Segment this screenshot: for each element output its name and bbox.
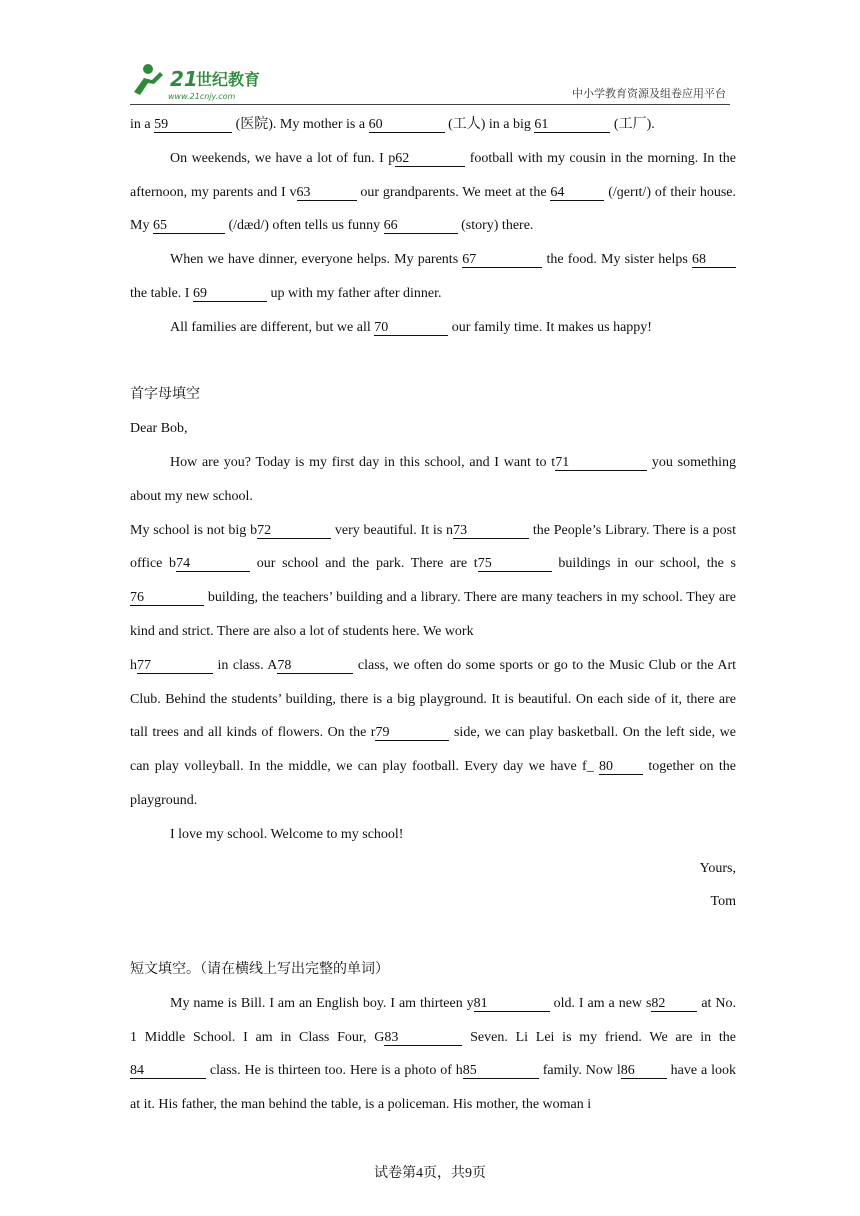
paragraph: When we have dinner, everyone helps. My parents 67 the food. My sister helps 68 the table. I 69 up with my father after dinner. — [130, 243, 736, 311]
paragraph: h77 in class. A78 class, we often do some sports or go to the Music Club or the Art Club. Behind the students’ building, there is a big playground. It is beautiful. On each side of it, there are tall trees and all kinds of flowers. On the r79 side, we can play basketball. On the left side, we can play volleyball. In the middle, we can play football. Every day we have f_ 80 together on the playground. — [130, 657, 737, 808]
blank-65[interactable]: 65 — [153, 218, 225, 234]
blank-62[interactable]: 62 — [395, 151, 465, 167]
site-logo — [130, 62, 280, 102]
blank-64[interactable]: 64 — [550, 185, 604, 201]
paragraph: How are you? Today is my first day in this school, and I want to t71 you something about my new school. — [130, 454, 736, 504]
blank-67[interactable]: 67 — [462, 252, 542, 268]
letter-greeting: Dear Bob, — [130, 421, 188, 437]
blank-81[interactable]: 81 — [474, 996, 550, 1012]
paragraph: in a 59 (医院). My mother is a 60 (工人) in a big 61 (工厂). — [130, 117, 655, 132]
paragraph: I love my school. Welcome to my school! — [170, 826, 404, 842]
blank-66[interactable]: 66 — [384, 218, 458, 234]
page-content — [130, 108, 736, 1122]
letter-closing: Yours, — [699, 860, 736, 876]
blank-80[interactable]: 80 — [599, 759, 643, 775]
paragraph: My school is not big b72 very beautiful. It is n73 the People’s Library. There is a post office b74 our school and the park. There are t75 buildings in our school, the s76 building, the teachers’ building and a library. There are many teachers in my school. They are kind and strict. There are also a lot of students here. We work — [130, 522, 736, 639]
blank-59[interactable]: 59 — [154, 117, 232, 133]
blank-75[interactable]: 75 — [478, 556, 552, 572]
blank-60[interactable]: 60 — [369, 117, 445, 133]
blank-83[interactable]: 83 — [384, 1030, 462, 1046]
page-footer: 试卷第4页，共9页 — [374, 1166, 486, 1181]
blank-68[interactable]: 68 — [692, 252, 736, 268]
header-tagline: 中小学教育资源及组卷应用平台 — [572, 87, 726, 100]
blank-63[interactable]: 63 — [297, 185, 357, 201]
blank-69[interactable]: 69 — [193, 286, 267, 302]
blank-71[interactable]: 71 — [555, 455, 647, 471]
blank-82[interactable]: 82 — [651, 996, 697, 1012]
svg-text:世纪教育: 世纪教育 — [196, 70, 261, 89]
paragraph: My name is Bill. I am an English boy. I am thirteen y81 old. I am a new s82 at No. 1 Middle School. I am in Class Four, G83 Seven. Li Lei is my friend. We are in the 84 class. He is thirteen too. Here is a photo of h85 family. Now l86 have a look at it. His father, the man behind the table, is a policeman. His mother, the woman i — [130, 995, 737, 1113]
blank-73[interactable]: 73 — [453, 523, 529, 539]
blank-61[interactable]: 61 — [534, 117, 610, 133]
page-header — [130, 58, 730, 105]
blank-72[interactable]: 72 — [257, 523, 331, 539]
section-title: 短文填空。（请在横线上写出完整的单词） — [130, 961, 389, 977]
paragraph: All families are different, but we all 70 our family time. It makes us happy! — [170, 319, 652, 335]
blank-76[interactable]: 76 — [130, 590, 204, 606]
svg-text:www.21cnjy.com: www.21cnjy.com — [168, 92, 236, 101]
paragraph: On weekends, we have a lot of fun. I p62 football with my cousin in the morning. In the afternoon, my parents and I v63 our grandparents. We meet at the 64 (/ɡerɪt/) of their house. My 65 (/dæd/) often tells us funny 66 (story) there. — [130, 150, 736, 234]
blank-78[interactable]: 78 — [277, 658, 353, 674]
blank-85[interactable]: 85 — [463, 1063, 539, 1079]
blank-79[interactable]: 79 — [375, 725, 449, 741]
blank-77[interactable]: 77 — [137, 658, 213, 674]
blank-74[interactable]: 74 — [176, 556, 250, 572]
svg-text:21: 21 — [170, 67, 198, 91]
blank-86[interactable]: 86 — [621, 1063, 667, 1079]
letter-signature: Tom — [710, 894, 736, 910]
section-title: 首字母填空 — [130, 387, 200, 403]
blank-70[interactable]: 70 — [374, 320, 448, 336]
blank-84[interactable]: 84 — [130, 1063, 206, 1079]
